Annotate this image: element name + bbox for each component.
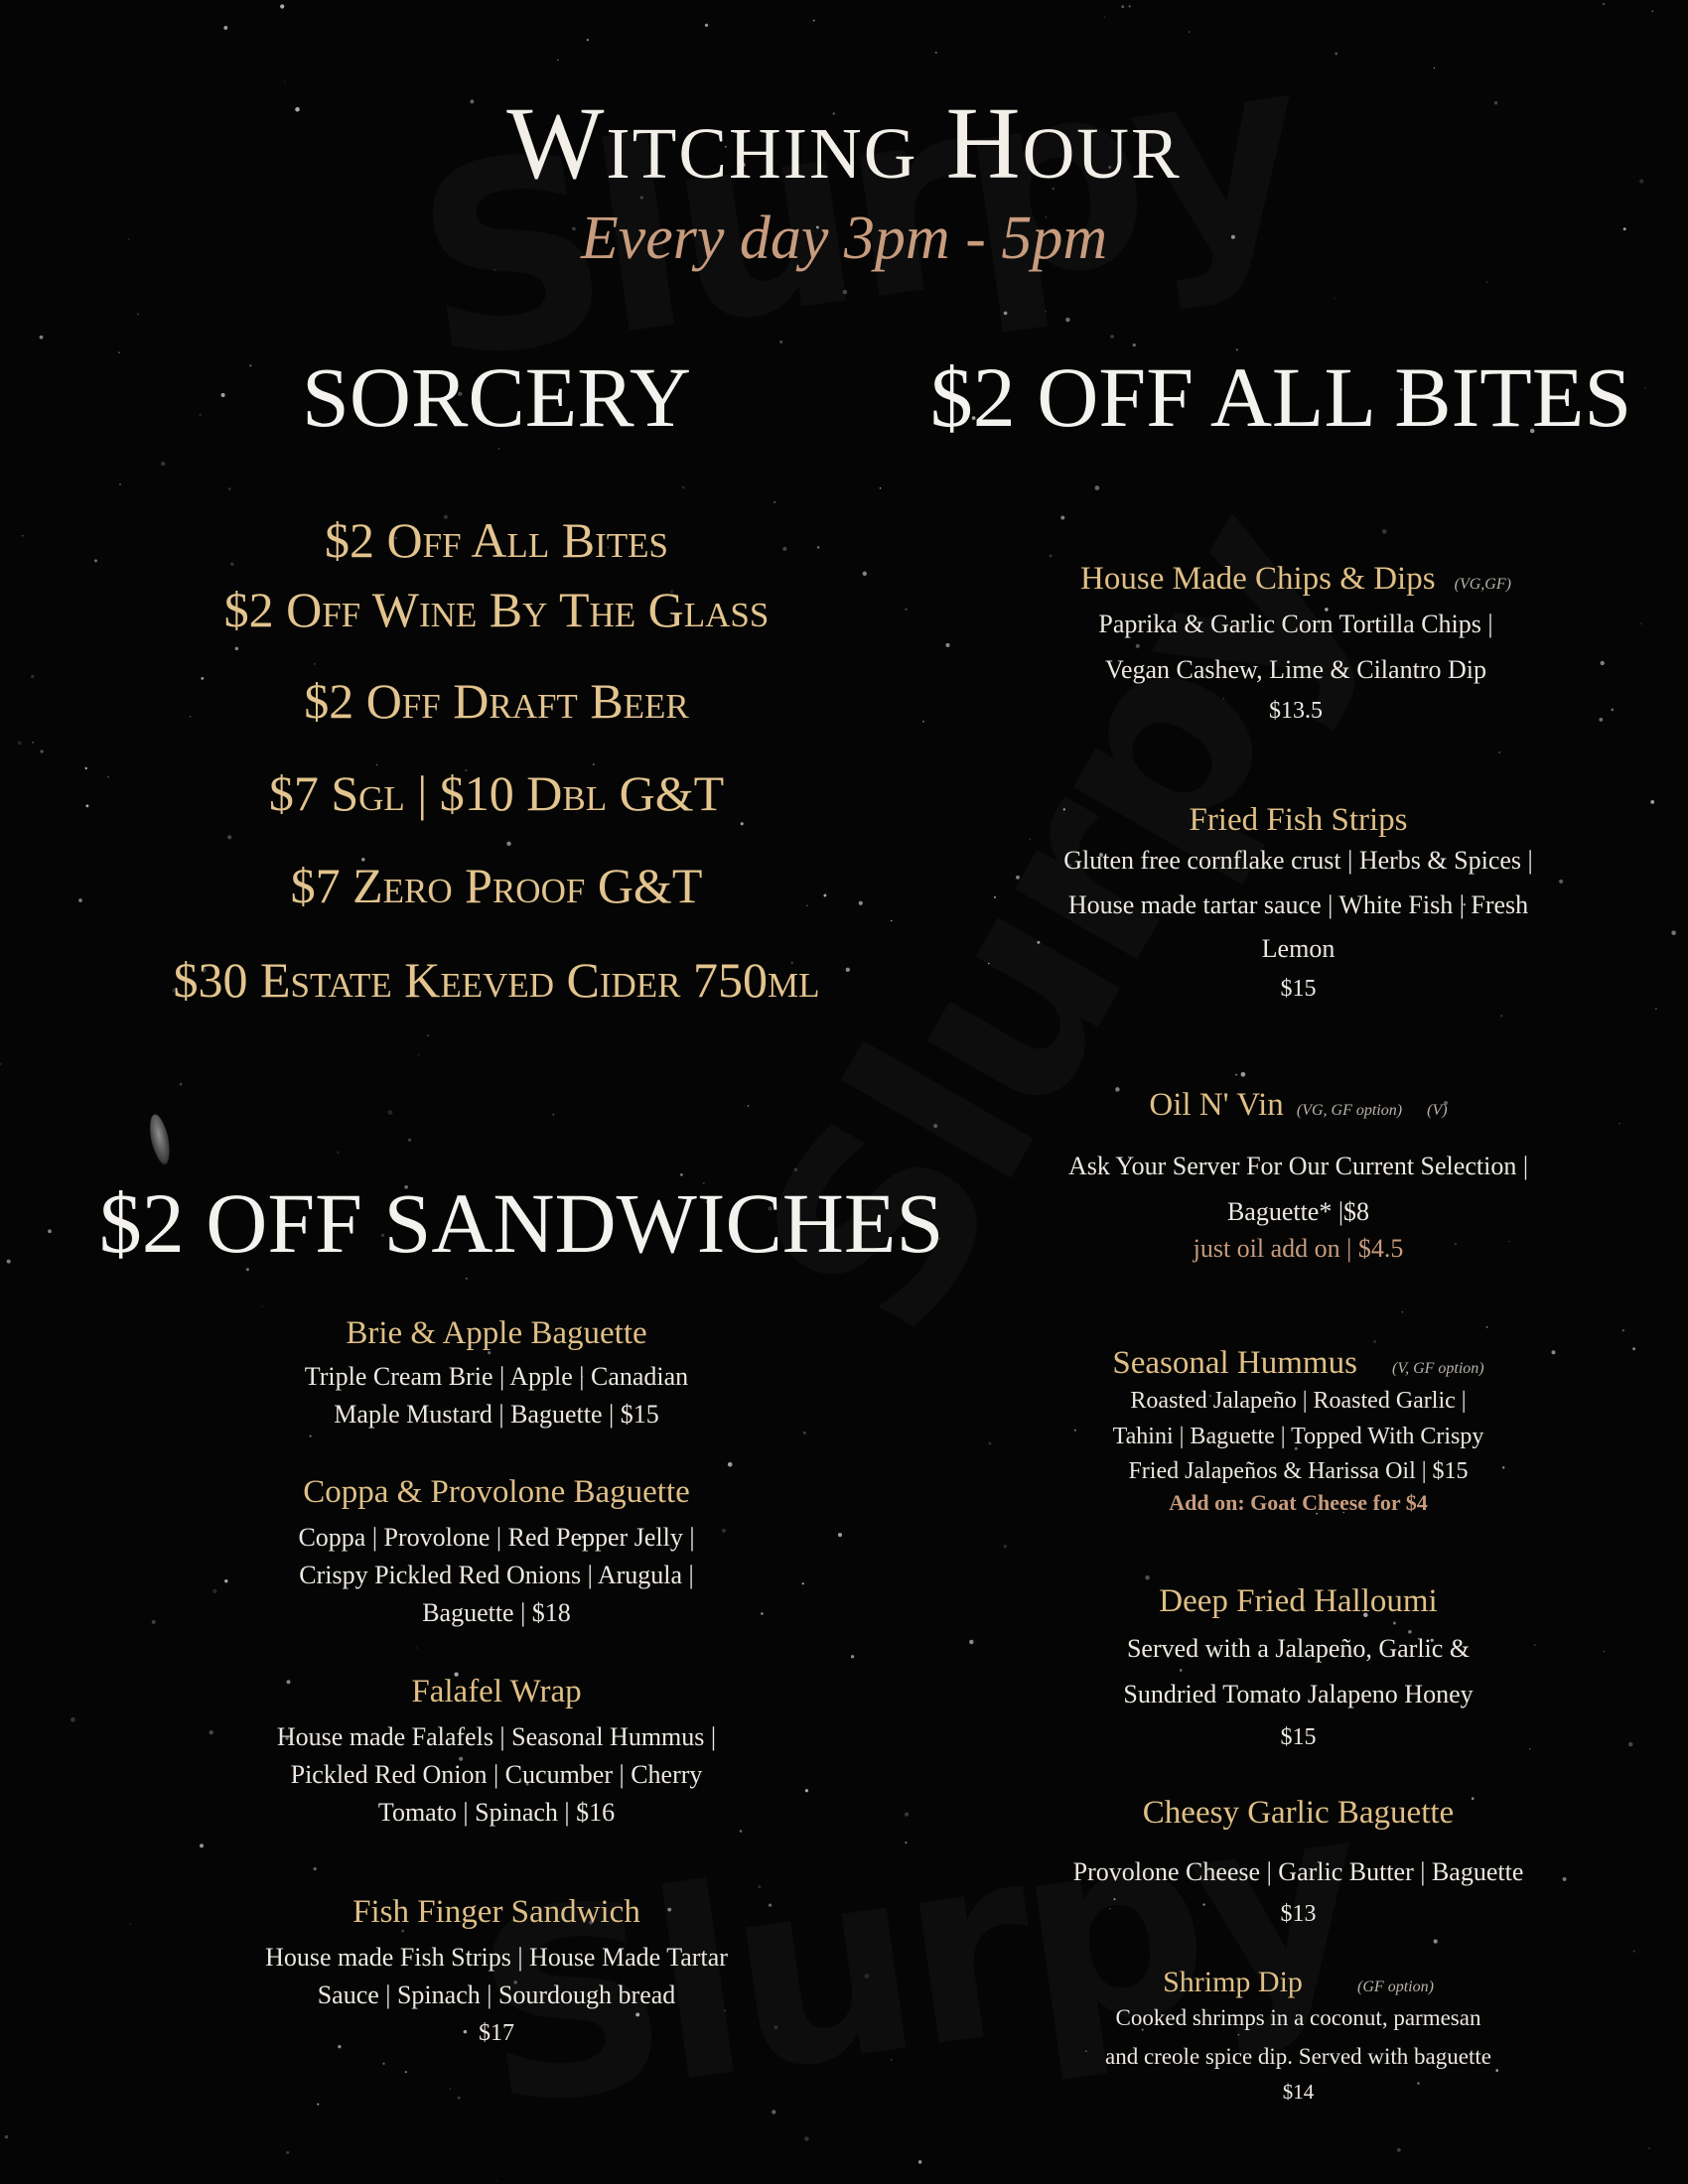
star-dot xyxy=(466,1278,468,1280)
star-dot xyxy=(1486,282,1488,284)
item-name: Shrimp Dip xyxy=(1163,1966,1303,1998)
star-dot xyxy=(408,1139,411,1142)
item-description xyxy=(993,1626,1604,1718)
bite-item xyxy=(993,802,1604,1003)
sorcery-line: $7 Zero Proof G&T xyxy=(290,858,703,913)
sandwich-item xyxy=(0,1894,993,2047)
star-dot xyxy=(1235,1074,1237,1076)
description-line: Fried Jalapeños & Harissa Oil | $15 xyxy=(1128,1458,1469,1485)
sandwich-item xyxy=(0,1474,993,1632)
star-dot xyxy=(337,1152,339,1154)
bite-item xyxy=(993,1966,1604,2105)
description-line: Served with a Jalapeño, Garlic & xyxy=(1126,1634,1471,1663)
item-price: $14 xyxy=(1282,2080,1315,2105)
star-dot xyxy=(1599,718,1603,722)
star-dot xyxy=(1601,661,1605,665)
star-dot xyxy=(1486,1326,1488,1328)
item-price: $15 xyxy=(1280,976,1317,1003)
star-dot xyxy=(314,663,315,664)
star-dot xyxy=(137,314,139,316)
star-dot xyxy=(284,81,286,83)
star-dot xyxy=(180,1083,183,1086)
add-on-note: Add on: Goat Cheese for $4 xyxy=(1169,1489,1428,1515)
sorcery-line: $2 Off Draft Beer xyxy=(304,673,689,729)
description-line: Maple Mustard | Baguette | $15 xyxy=(334,1399,659,1429)
item-name: Brie & Apple Baguette xyxy=(346,1315,647,1351)
star-dot xyxy=(5,2135,8,2138)
sandwiches-heading: $2 OFF SANDWICHES xyxy=(98,1175,944,1271)
item-price: $13.5 xyxy=(1269,698,1323,724)
item-name: Falafel Wrap xyxy=(411,1674,582,1709)
star-dot xyxy=(557,60,558,61)
star-dot xyxy=(1633,1951,1635,1953)
star-dot xyxy=(496,2180,497,2181)
description-line: Baguette* |$8 xyxy=(1226,1196,1370,1226)
star-dot xyxy=(280,4,284,8)
item-name: Fried Fish Strips xyxy=(1189,802,1408,838)
item-description xyxy=(993,1999,1604,2076)
description-line: and creole spice dip. Served with baguette xyxy=(1105,2043,1491,2069)
item-description xyxy=(993,839,1604,972)
star-dot xyxy=(587,39,589,41)
item-description xyxy=(993,1384,1604,1490)
star-dot xyxy=(728,1462,733,1467)
star-dot xyxy=(969,1640,973,1644)
item-description xyxy=(0,1358,993,1433)
item-description xyxy=(993,1144,1604,1234)
description-line: Vegan Cashew, Lime & Cilantro Dip xyxy=(1105,654,1486,684)
star-dot xyxy=(1632,1347,1635,1350)
sandwich-item xyxy=(0,1315,993,1433)
star-dot xyxy=(498,448,499,449)
dietary-tag: (V) xyxy=(1427,1102,1448,1119)
star-dot xyxy=(161,462,165,466)
star-dot xyxy=(1655,1009,1656,1010)
item-price: $13 xyxy=(1280,1900,1317,1927)
star-dot xyxy=(1500,1015,1503,1018)
description-line: Coppa | Provolone | Red Pepper Jelly | xyxy=(298,1523,695,1552)
star-dot xyxy=(1050,555,1053,558)
star-dot xyxy=(1434,1940,1438,1944)
dietary-tag: (VG, GF option) xyxy=(1296,1102,1403,1119)
star-dot xyxy=(553,1114,554,1115)
star-dot xyxy=(40,336,44,340)
star-dot xyxy=(314,1867,317,1870)
item-name-row xyxy=(993,561,1599,598)
menu-title: Witching Hour xyxy=(506,86,1182,201)
item-name: Cheesy Garlic Baguette xyxy=(1142,1795,1455,1831)
star-dot xyxy=(1129,5,1131,7)
star-dot xyxy=(1095,485,1100,490)
star-dot xyxy=(1650,800,1654,804)
star-dot xyxy=(506,842,510,846)
item-name: House Made Chips & Dips xyxy=(1080,561,1436,597)
star-dot xyxy=(1145,1575,1150,1580)
star-dot xyxy=(918,2160,921,2163)
star-dot xyxy=(1133,343,1136,346)
item-name: Seasonal Hummus xyxy=(1112,1345,1357,1381)
item-name: Deep Fried Halloumi xyxy=(1159,1583,1438,1619)
bite-item xyxy=(993,1087,1604,1264)
star-dot xyxy=(851,1655,854,1658)
star-dot xyxy=(1498,751,1500,753)
star-dot xyxy=(32,742,34,744)
item-price: $17 xyxy=(479,2019,514,2046)
star-dot xyxy=(1671,930,1676,935)
star-dot xyxy=(813,20,815,22)
star-dot xyxy=(227,835,231,839)
description-line: Tomato | Spinach | $16 xyxy=(377,1797,616,1827)
star-dot xyxy=(1382,529,1387,534)
description-line: Tahini | Baguette | Topped With Crispy xyxy=(1112,1423,1484,1449)
dietary-tag: (GF option) xyxy=(1357,1979,1434,1995)
bite-item xyxy=(993,1795,1604,1928)
sorcery-line: $30 Estate Keeved Cider 750ml xyxy=(173,952,820,1008)
star-dot xyxy=(317,2104,319,2106)
star-dot xyxy=(388,1110,393,1115)
description-line: Paprika & Garlic Corn Tortilla Chips | xyxy=(1098,610,1493,638)
bites-heading: $2 OFF ALL BITES xyxy=(929,349,1632,445)
description-line: Crispy Pickled Red Onions | Arugula | xyxy=(299,1560,694,1589)
star-dot xyxy=(945,643,949,647)
description-line: Sauce | Spinach | Sourdough bread xyxy=(317,1979,676,2009)
star-dot xyxy=(286,2151,289,2154)
star-dot xyxy=(1334,298,1336,300)
star-dot xyxy=(1628,1742,1633,1747)
description-line: Provolone Cheese | Garlic Butter | Baguette xyxy=(1072,1857,1524,1886)
star-dot xyxy=(458,2097,461,2100)
item-description xyxy=(0,1939,993,2014)
bite-item xyxy=(993,1583,1604,1751)
item-name-row xyxy=(993,1966,1604,1999)
star-dot xyxy=(988,1442,991,1445)
star-dot xyxy=(1335,53,1337,56)
dietary-tag: (V, GF option) xyxy=(1392,1360,1484,1377)
item-name: Coppa & Provolone Baguette xyxy=(303,1474,690,1510)
star-dot xyxy=(880,487,882,489)
star-dot xyxy=(418,1054,419,1055)
bite-item xyxy=(993,561,1599,725)
star-dot xyxy=(748,1105,749,1106)
item-description xyxy=(0,1718,993,1832)
star-dot xyxy=(1644,387,1646,389)
item-name: Fish Finger Sandwich xyxy=(352,1894,640,1930)
sorcery-line: $7 Sgl | $10 Dbl G&T xyxy=(268,765,725,821)
star-dot xyxy=(682,486,685,489)
star-dot xyxy=(18,742,22,746)
star-dot xyxy=(1241,1072,1246,1077)
dietary-tag: (VG,GF) xyxy=(1454,576,1511,593)
description-line: Roasted Jalapeño | Roasted Garlic | xyxy=(1130,1388,1467,1414)
item-description xyxy=(0,1519,993,1632)
star-dot xyxy=(774,501,775,503)
star-dot xyxy=(223,26,227,30)
star-dot xyxy=(228,487,231,490)
description-line: House made Falafels | Seasonal Hummus | xyxy=(276,1722,717,1751)
star-dot xyxy=(1611,709,1614,712)
sorcery-line: $2 Off All Bites xyxy=(325,512,668,568)
star-dot xyxy=(705,24,708,27)
sandwich-item xyxy=(0,1674,993,1832)
star-dot xyxy=(40,750,43,752)
add-on-note: just oil add on | $4.5 xyxy=(1193,1234,1404,1263)
description-line: Triple Cream Brie | Apple | Canadian xyxy=(304,1362,689,1391)
star-dot xyxy=(741,822,744,825)
star-dot xyxy=(235,647,239,651)
item-name-row xyxy=(993,1087,1604,1124)
star-dot xyxy=(261,1305,263,1307)
description-line: Baguette | $18 xyxy=(422,1597,571,1627)
item-name-row xyxy=(993,1345,1604,1382)
description-line: Ask Your Server For Our Current Selection | xyxy=(1067,1152,1529,1180)
star-dot xyxy=(405,2071,407,2073)
star-dot xyxy=(1652,11,1654,13)
menu-subtitle: Every day 3pm - 5pm xyxy=(580,205,1108,272)
star-dot xyxy=(310,1435,312,1437)
star-dot xyxy=(1603,3,1605,5)
description-line: Lemon xyxy=(1261,934,1336,964)
star-dot xyxy=(0,1062,2,1065)
star-dot xyxy=(382,2062,384,2064)
star-dot xyxy=(427,1034,429,1036)
star-dot xyxy=(1618,1123,1619,1124)
description-line: Gluten free cornflake crust | Herbs & Spices | xyxy=(1063,846,1533,875)
star-dot xyxy=(804,2136,809,2141)
description-line: House made Fish Strips | House Made Tartar xyxy=(265,1943,728,1972)
star-dot xyxy=(1397,2148,1401,2152)
sorcery-line: $2 Off Wine By The Glass xyxy=(223,582,770,637)
star-dot xyxy=(1121,5,1124,8)
bite-item xyxy=(993,1345,1604,1516)
star-dot xyxy=(1622,1329,1624,1331)
description-line: Cooked shrimps in a coconut, parmesan xyxy=(1115,2005,1481,2030)
star-dot xyxy=(1060,516,1064,520)
star-dot xyxy=(863,572,867,576)
item-name: Oil N' Vin xyxy=(1149,1087,1284,1123)
star-dot xyxy=(1648,2147,1650,2149)
star-dot xyxy=(1004,1545,1007,1548)
description-line: House made tartar sauce | White Fish | Fresh xyxy=(1067,889,1529,919)
item-price: $15 xyxy=(1280,1723,1317,1750)
star-dot xyxy=(200,1843,204,1847)
star-dot xyxy=(119,483,121,485)
description-line: Sundried Tomato Jalapeno Honey xyxy=(1123,1680,1474,1709)
star-dot xyxy=(1104,16,1105,17)
sorcery-heading: SORCERY xyxy=(302,349,691,445)
star-dot xyxy=(1640,622,1642,624)
star-dot xyxy=(1402,1311,1403,1312)
star-dot xyxy=(1110,335,1114,339)
item-description xyxy=(993,602,1599,692)
star-dot xyxy=(416,1647,418,1649)
item-description xyxy=(993,1853,1604,1891)
description-line: Pickled Red Onion | Cucumber | Cherry xyxy=(290,1759,703,1789)
star-dot xyxy=(450,2089,451,2090)
star-dot xyxy=(1373,1340,1376,1343)
